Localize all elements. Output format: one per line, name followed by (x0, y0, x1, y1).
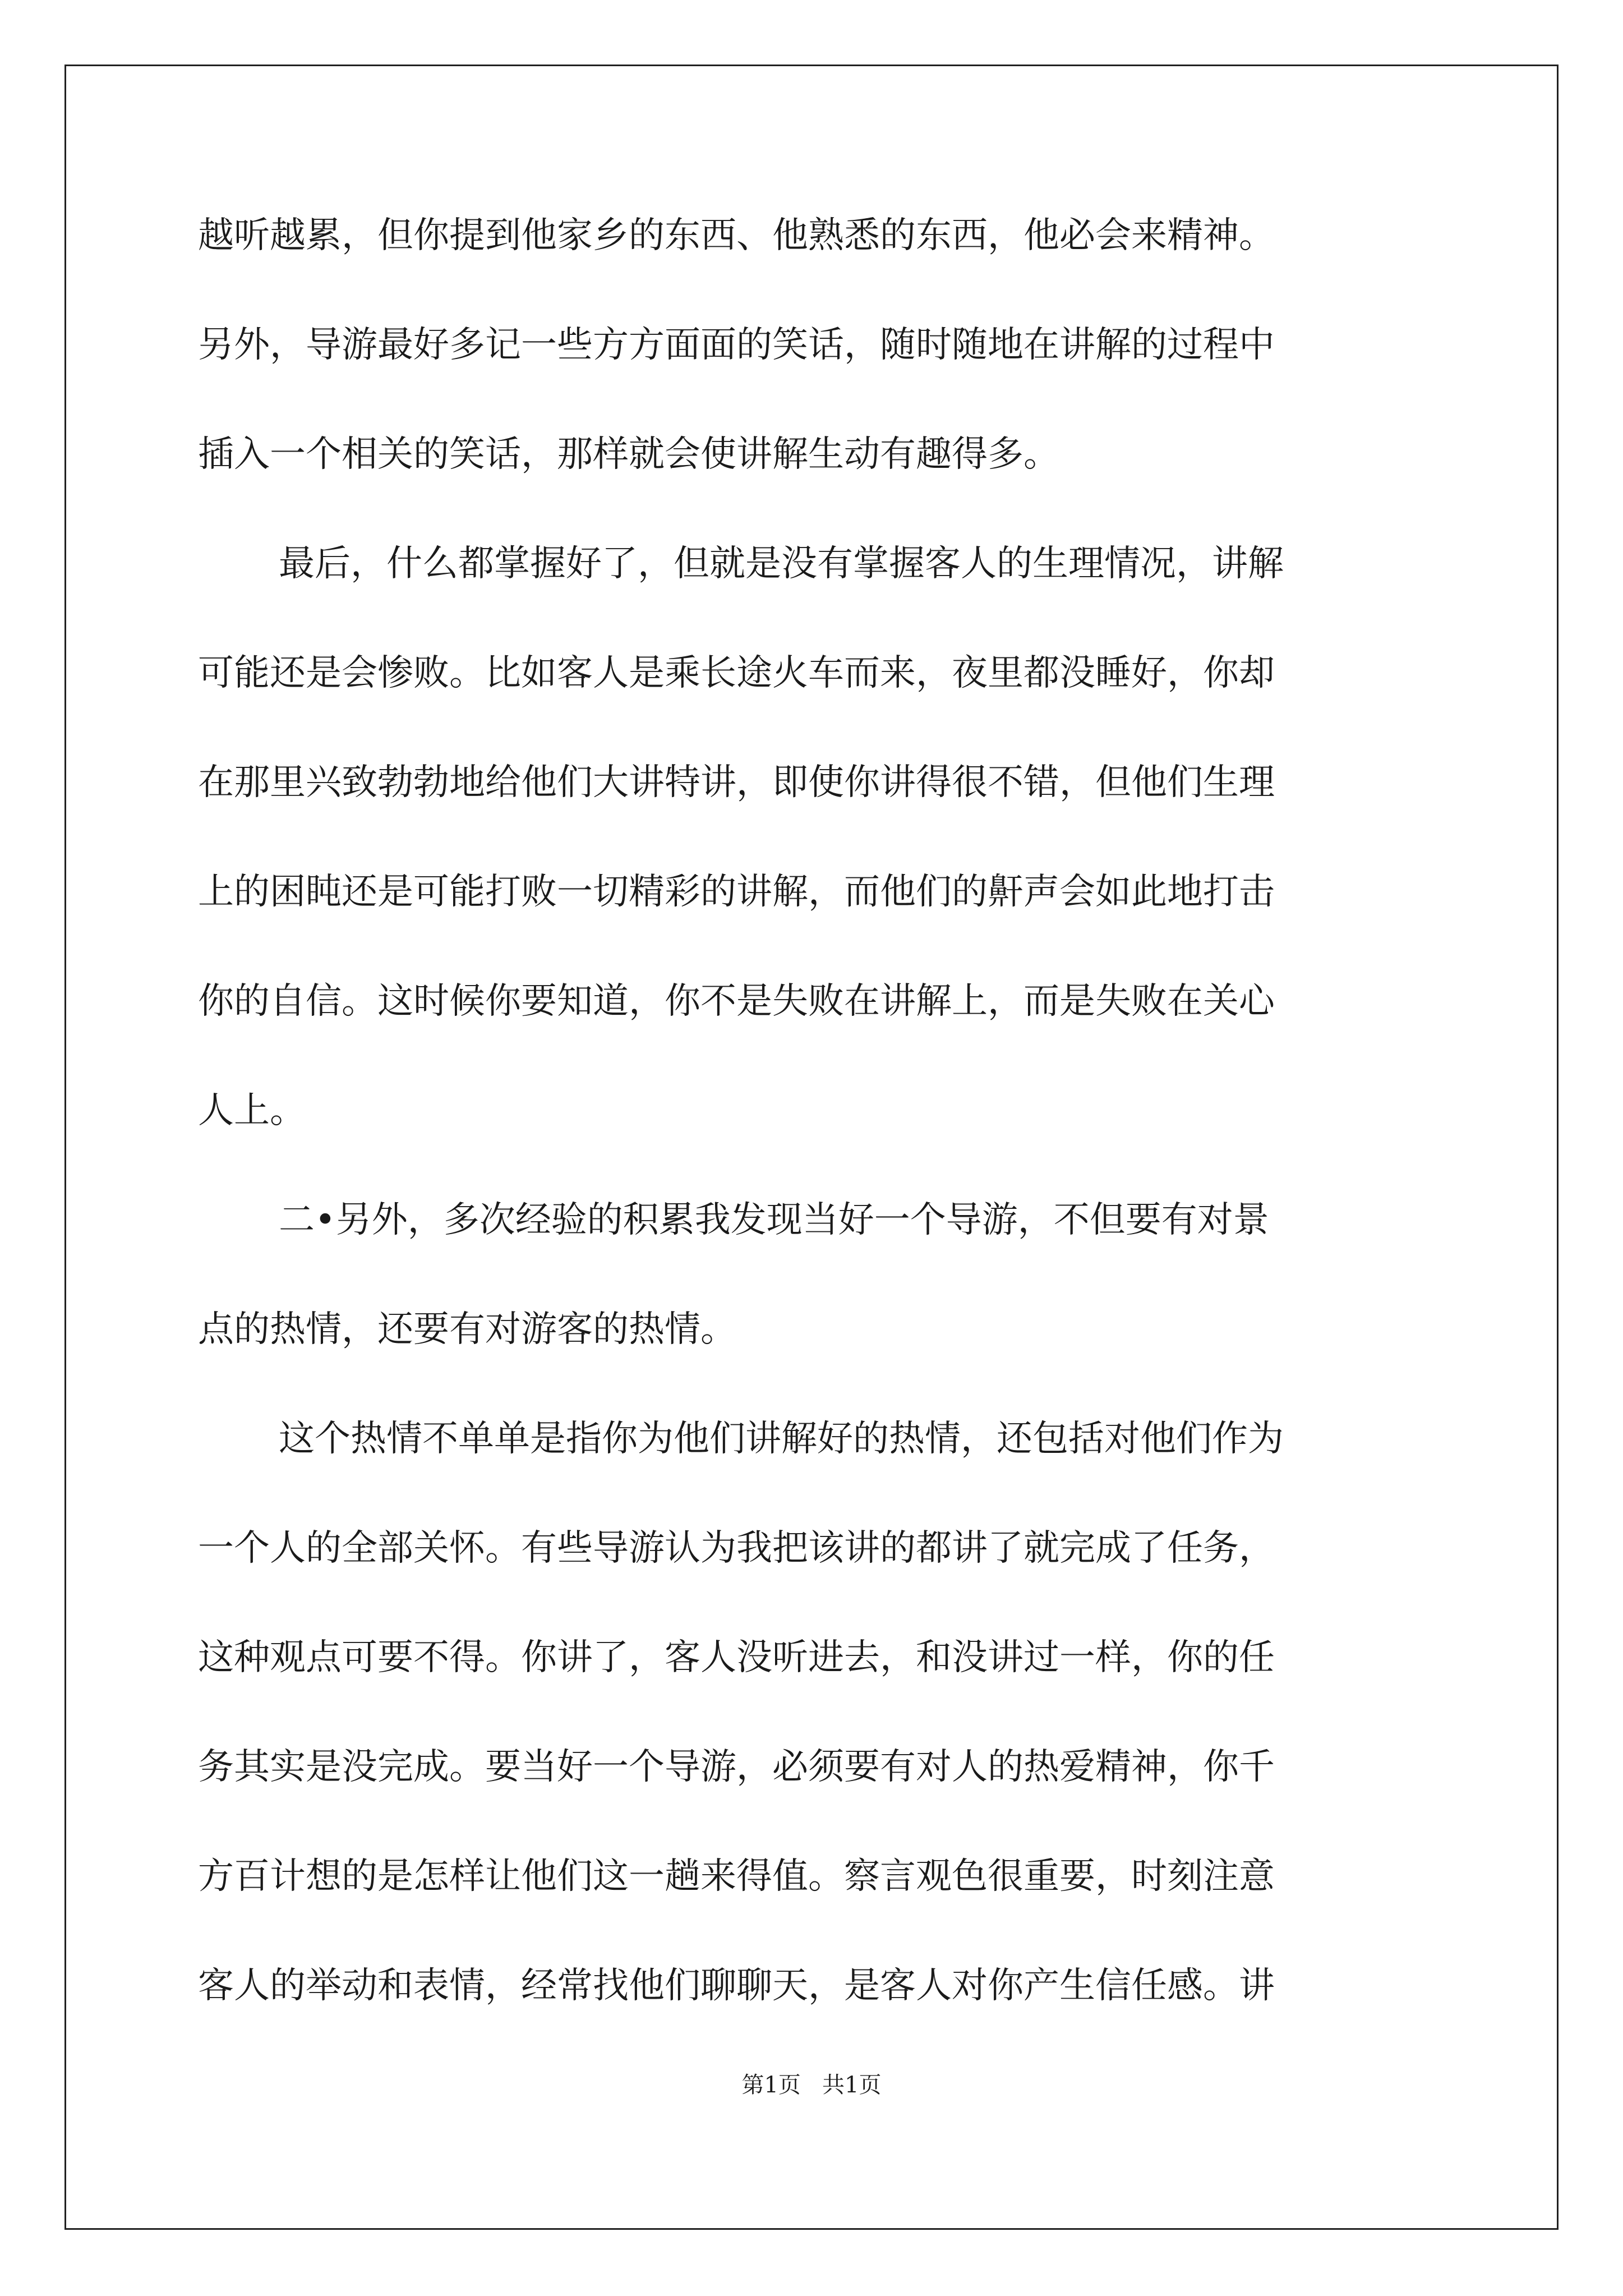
paragraph-start-line: 最后，什么都掌握好了，但就是没有掌握客人的生理情况，讲解 (279, 543, 1284, 585)
text-line: 点的热情，还要有对游客的热情。 (198, 1309, 736, 1350)
paragraph-start-line: 二•另外，多次经验的积累我发现当好一个导游，不但要有对景 (279, 1199, 1269, 1241)
text-line: 人上。 (198, 1090, 306, 1131)
text-line: 插入一个相关的笑话，那样就会使讲解生动有趣得多。 (198, 434, 1059, 475)
text-line: 另外，导游最好多记一些方方面面的笑话，随时随地在讲解的过程中 (198, 324, 1275, 366)
text-line: 你的自信。这时候你要知道，你不是失败在讲解上，而是失败在关心 (198, 981, 1275, 1022)
text-line: 在那里兴致勃勃地给他们大讲特讲，即使你讲得很不错，但他们生理 (198, 762, 1275, 803)
text-line: 客人的举动和表情，经常找他们聊聊天，是客人对你产生信任感。讲 (198, 1965, 1275, 2007)
page-number-footer: 第1页 共1页 (741, 2072, 882, 2098)
text-line: 这种观点可要不得。你讲了，客人没听进去，和没讲过一样，你的任 (198, 1637, 1275, 1678)
paragraph-start-line: 这个热情不单单是指你为他们讲解好的热情，还包括对他们作为 (279, 1418, 1284, 1460)
text-line: 可能还是会惨败。比如客人是乘长途火车而来，夜里都没睡好，你却 (198, 652, 1275, 694)
text-line: 方百计想的是怎样让他们这一趟来得值。察言观色很重要，时刻注意 (198, 1856, 1275, 1897)
text-line: 上的困盹还是可能打败一切精彩的讲解，而他们的鼾声会如此地打击 (198, 871, 1275, 913)
text-line: 务其实是没完成。要当好一个导游，必须要有对人的热爱精神，你千 (198, 1746, 1275, 1788)
text-line: 一个人的全部关怀。有些导游认为我把该讲的都讲了就完成了任务， (198, 1527, 1275, 1569)
page-border (64, 65, 1559, 2230)
text-line: 越听越累，但你提到他家乡的东西、他熟悉的东西，他必会来精神。 (198, 215, 1275, 256)
